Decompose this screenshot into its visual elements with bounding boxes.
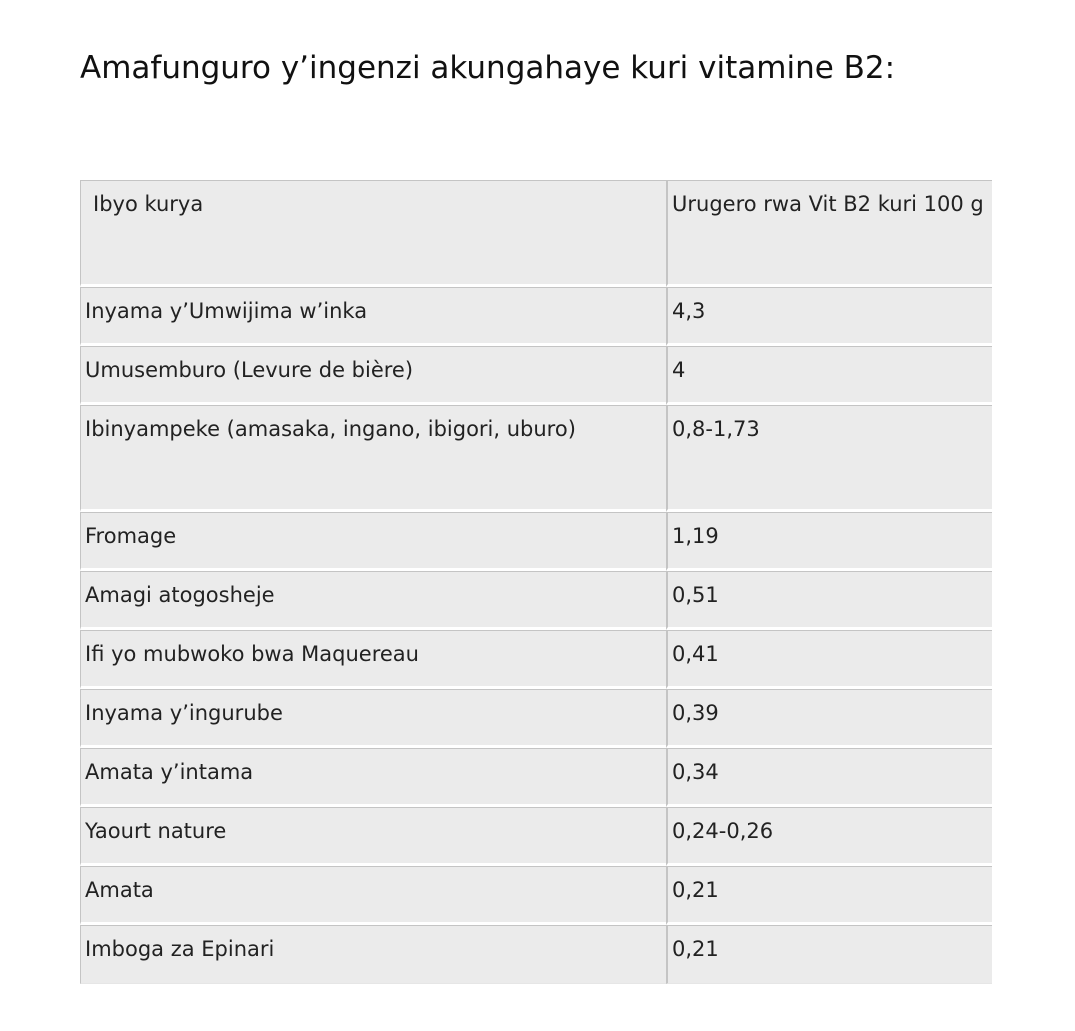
food-cell: Fromage	[80, 512, 666, 571]
amount-cell: 0,8-1,73	[666, 405, 992, 512]
table-header-row	[80, 180, 992, 287]
table-row	[80, 512, 992, 571]
food-cell: Inyama y’ingurube	[80, 689, 666, 748]
table-row	[80, 287, 992, 346]
table-row	[80, 630, 992, 689]
food-cell: Yaourt nature	[80, 807, 666, 866]
amount-cell: 0,41	[666, 630, 992, 689]
header-food: Ibyo kurya	[80, 180, 666, 287]
table-row	[80, 405, 992, 512]
table-row	[80, 748, 992, 807]
food-cell: Ifi yo mubwoko bwa Maquereau	[80, 630, 666, 689]
table-row	[80, 346, 992, 405]
header-amount: Urugero rwa Vit B2 kuri 100 g	[666, 180, 992, 287]
amount-cell: 4	[666, 346, 992, 405]
food-cell: Amata	[80, 866, 666, 925]
table-row	[80, 571, 992, 630]
vitamin-b2-table	[80, 180, 992, 984]
amount-cell: 0,34	[666, 748, 992, 807]
table-row	[80, 689, 992, 748]
food-cell: Umusemburo (Levure de bière)	[80, 346, 666, 405]
page-title: Amafunguro y’ingenzi akungahaye kuri vitamine B2:	[80, 50, 896, 86]
amount-cell: 0,24-0,26	[666, 807, 992, 866]
table-row	[80, 925, 992, 984]
table-row	[80, 866, 992, 925]
amount-cell: 4,3	[666, 287, 992, 346]
amount-cell: 0,39	[666, 689, 992, 748]
amount-cell: 0,21	[666, 866, 992, 925]
food-cell: Amata y’intama	[80, 748, 666, 807]
food-cell: Ibinyampeke (amasaka, ingano, ibigori, uburo)	[80, 405, 666, 512]
amount-cell: 1,19	[666, 512, 992, 571]
amount-cell: 0,21	[666, 925, 992, 984]
food-cell: Inyama y’Umwijima w’inka	[80, 287, 666, 346]
table-row	[80, 807, 992, 866]
amount-cell: 0,51	[666, 571, 992, 630]
food-cell: Amagi atogosheje	[80, 571, 666, 630]
food-cell: Imboga za Epinari	[80, 925, 666, 984]
